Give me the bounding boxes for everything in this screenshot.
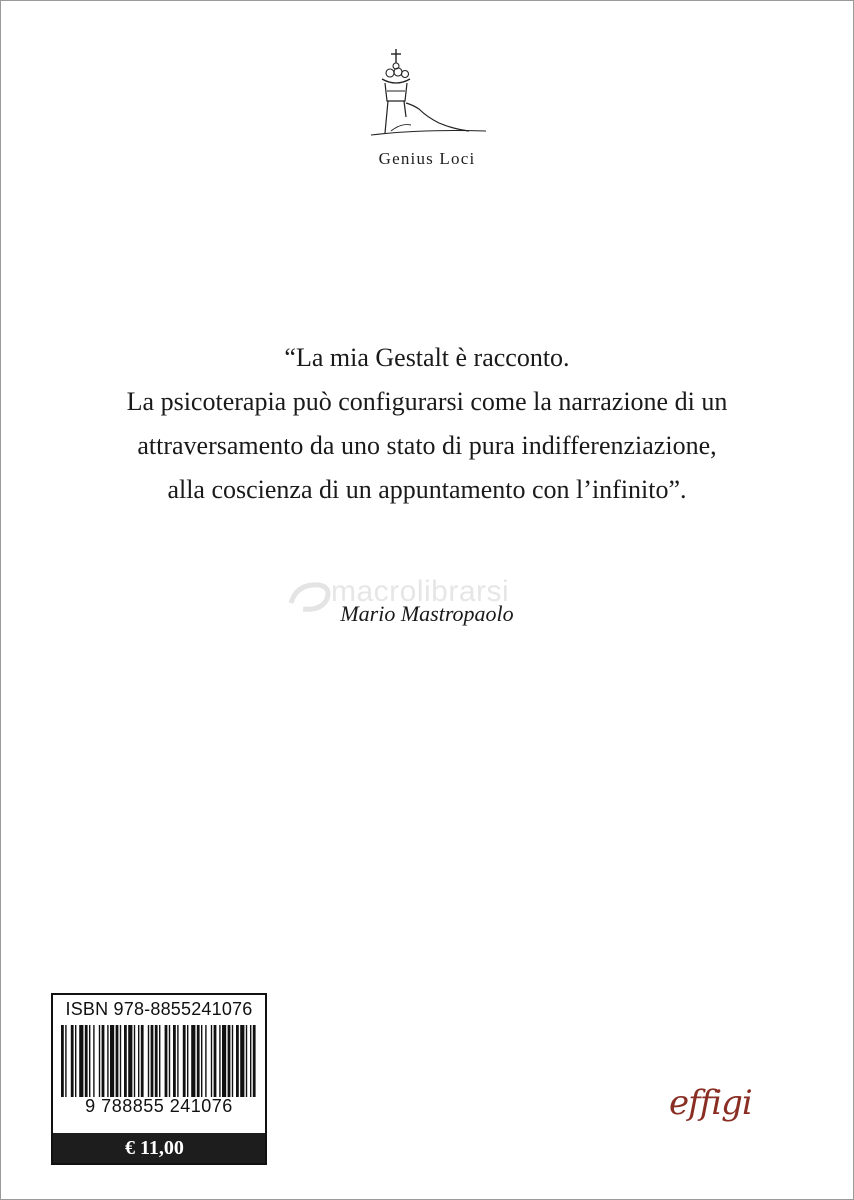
- quote-line: “La mia Gestalt è racconto.: [284, 343, 570, 372]
- barcode-bar: [85, 1025, 88, 1097]
- barcode-bar: [219, 1025, 220, 1097]
- barcode-bar: [93, 1025, 94, 1097]
- barcode-bar: [236, 1025, 239, 1097]
- barcode-bar: [211, 1025, 212, 1097]
- barcode-bar: [214, 1025, 217, 1097]
- barcode-bar: [201, 1025, 202, 1097]
- barcode-bar: [124, 1025, 127, 1097]
- barcode-bar: [197, 1025, 200, 1097]
- barcode-bar: [177, 1025, 178, 1097]
- barcode-bar: [159, 1025, 160, 1097]
- barcode-bar: [228, 1025, 231, 1097]
- barcode-bar: [191, 1025, 195, 1097]
- isbn-label: ISBN 978-8855241076: [65, 999, 253, 1019]
- barcode-bar: [71, 1025, 74, 1097]
- barcode-box: [51, 993, 267, 1165]
- barcode-bar: [183, 1025, 186, 1097]
- barcode-bar: [222, 1025, 226, 1097]
- quote: [1, 336, 853, 512]
- quote-line: La psicoterapia può configurarsi come la narrazione di un: [126, 387, 728, 416]
- barcode-bar: [128, 1025, 132, 1097]
- barcode-bar: [148, 1025, 149, 1097]
- barcode-bar: [232, 1025, 233, 1097]
- barcode-bar: [187, 1025, 188, 1097]
- barcode-bar: [141, 1025, 144, 1097]
- barcode-bar: [102, 1025, 105, 1097]
- barcode-bar: [134, 1025, 135, 1097]
- barcode-bar: [61, 1025, 64, 1097]
- barcode-bar: [165, 1025, 168, 1097]
- barcode-bar: [169, 1025, 170, 1097]
- barcode-bar: [116, 1025, 119, 1097]
- cupola-volcano-icon: [361, 43, 491, 143]
- barcode-bar: [107, 1025, 108, 1097]
- barcode-bar: [110, 1025, 114, 1097]
- quote-line: alla coscienza di un appuntamento con l’infinito”.: [167, 475, 687, 504]
- barcode-bar: [253, 1025, 256, 1097]
- barcode-bar: [205, 1025, 206, 1097]
- price-label: € 11,00: [125, 1137, 184, 1159]
- barcode-bar: [250, 1025, 251, 1097]
- barcode-digits: 9 788855 241076: [85, 1096, 233, 1116]
- barcode-icon: [59, 1025, 259, 1097]
- barcode-bar: [246, 1025, 247, 1097]
- price-bar: [53, 1133, 265, 1163]
- barcode-bar: [138, 1025, 139, 1097]
- quote-line: attraversamento da uno stato di pura indifferenziazione,: [137, 431, 717, 460]
- barcode-bar: [79, 1025, 83, 1097]
- series-name: Genius Loci: [378, 149, 476, 168]
- barcode-bar: [173, 1025, 176, 1097]
- watermark-text: macrolibrarsi: [331, 575, 510, 608]
- publisher-logo: effigi: [669, 1083, 752, 1123]
- barcode-bar: [151, 1025, 154, 1097]
- barcode-bar: [89, 1025, 90, 1097]
- barcode-bar: [240, 1025, 244, 1097]
- barcode-bar: [99, 1025, 100, 1097]
- barcode-bar: [75, 1025, 76, 1097]
- quote-author: Mario Mastropaolo: [340, 601, 514, 626]
- barcode-bar: [65, 1025, 66, 1097]
- barcode-bar: [155, 1025, 158, 1097]
- barcode-bar: [120, 1025, 121, 1097]
